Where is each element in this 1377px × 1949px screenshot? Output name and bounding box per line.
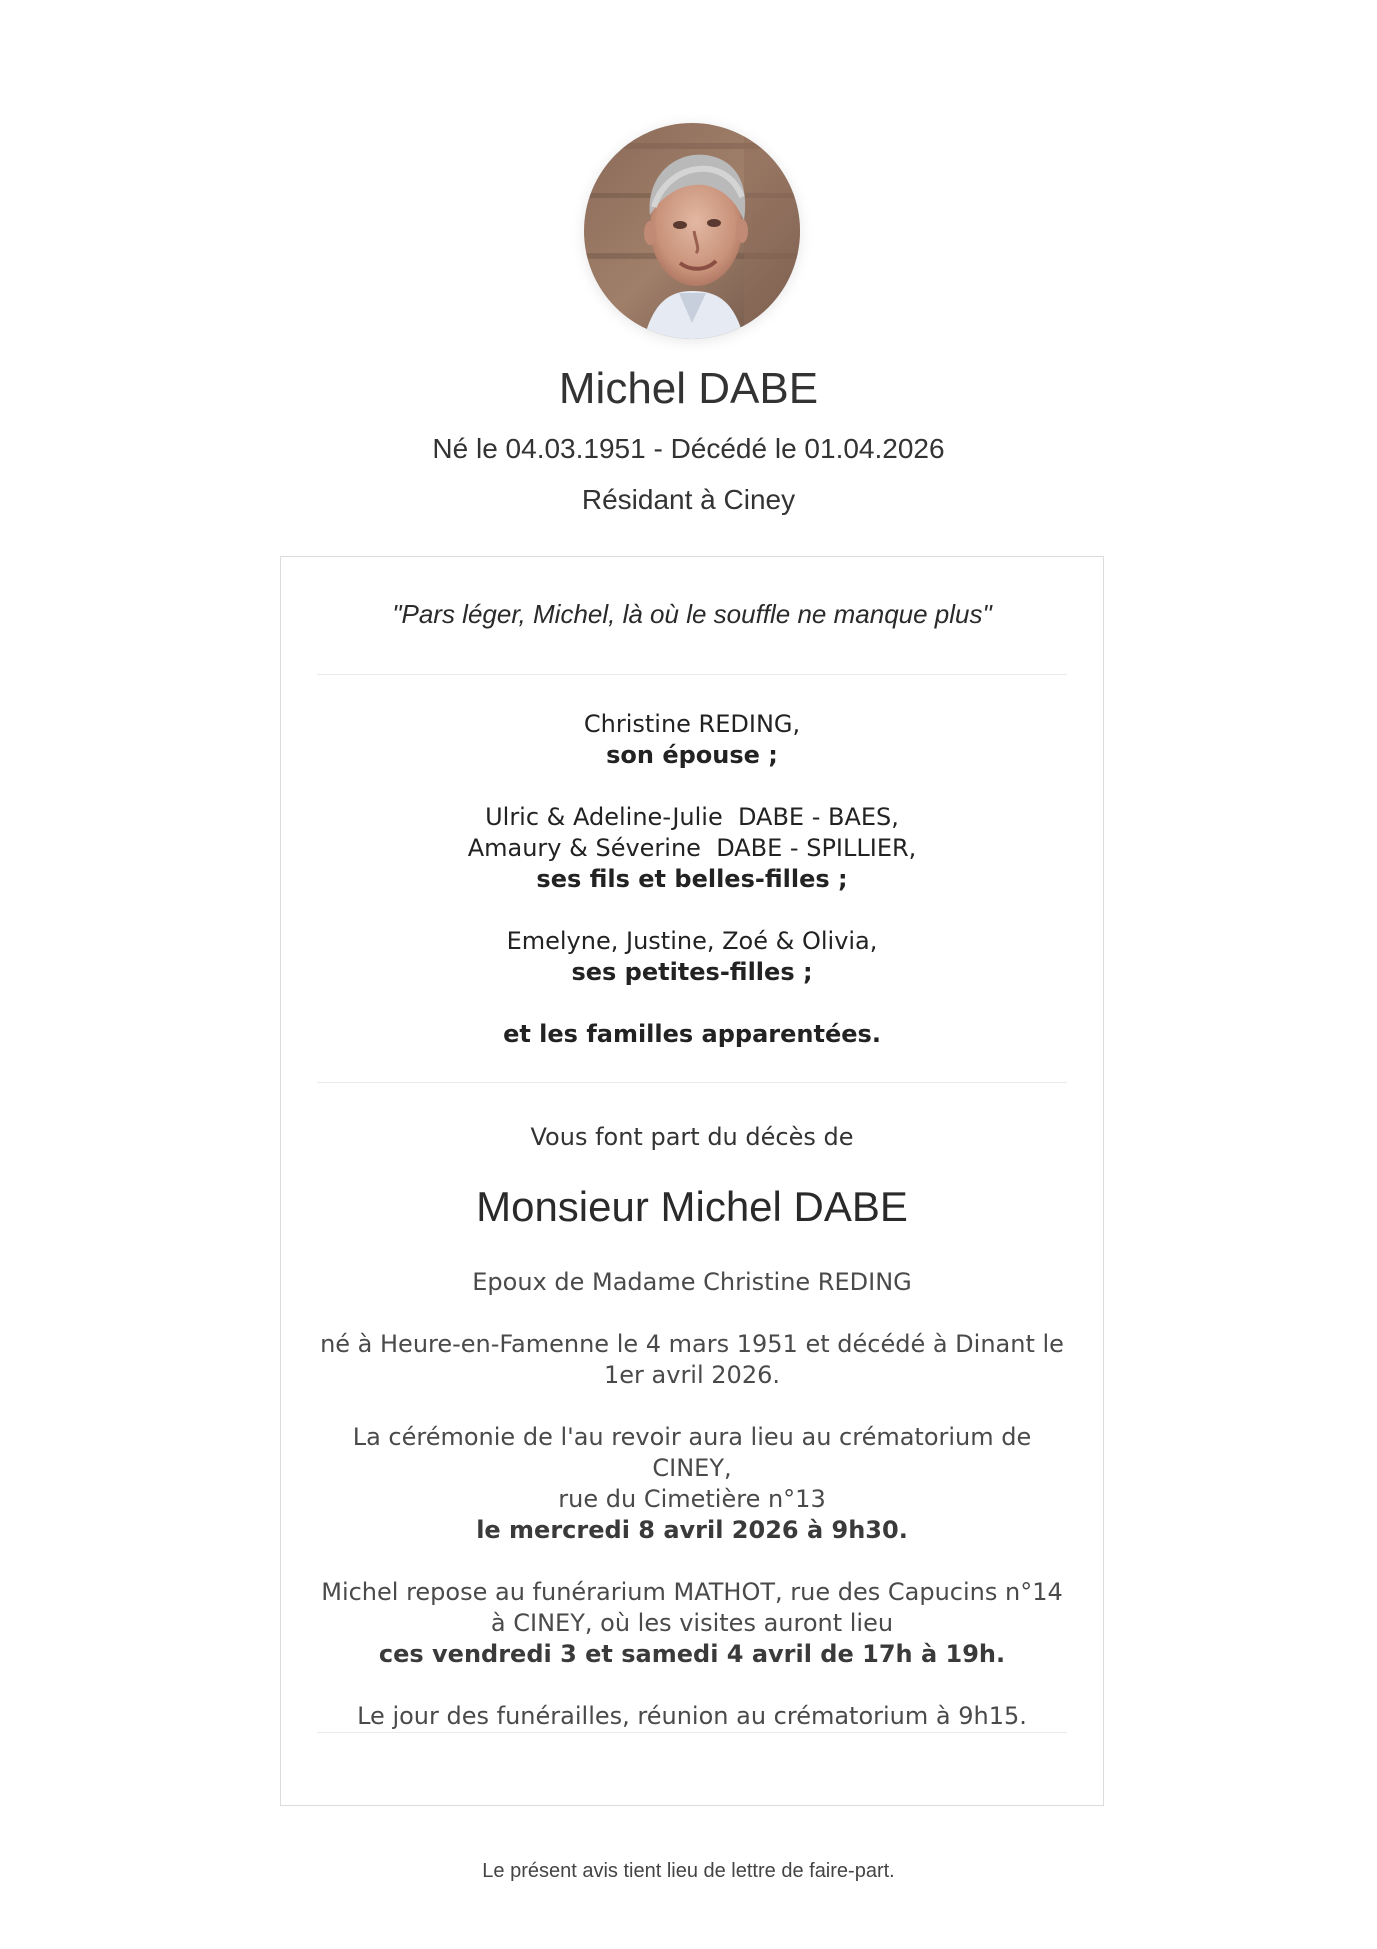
birth-death-text: né à Heure-en-Famenne le 4 mars 1951 et décédé à Dinant le 1er avril 2026. bbox=[320, 1330, 1064, 1389]
portrait-photo bbox=[584, 123, 800, 339]
spouse-relation: son épouse ; bbox=[606, 741, 778, 769]
portrait-image bbox=[584, 123, 800, 339]
spouse-group bbox=[281, 709, 1103, 771]
children-line-2: Amaury & Séverine DABE - SPILLIER, bbox=[467, 834, 917, 862]
obituary-card bbox=[280, 556, 1104, 1806]
grandchildren-group bbox=[281, 926, 1103, 988]
residence: Résidant à Ciney bbox=[581, 484, 796, 515]
family-list bbox=[281, 709, 1103, 1081]
ceremony-line-2: rue du Cimetière n°13 bbox=[558, 1485, 826, 1513]
visit-dates: ces vendredi 3 et samedi 4 avril de 17h à 19h. bbox=[378, 1640, 1006, 1668]
rest-line-1: Michel repose au funérarium MATHOT, rue des Capucins n°14 bbox=[321, 1578, 1063, 1606]
gathering-info: Le jour des funérailles, réunion au crématorium à 9h15. bbox=[357, 1702, 1027, 1730]
spouse-name: Christine REDING, bbox=[583, 710, 801, 738]
announcement: Vous font part du décès de bbox=[530, 1123, 854, 1151]
divider bbox=[317, 1732, 1067, 1733]
divider bbox=[317, 1082, 1067, 1083]
spouse-of: Epoux de Madame Christine REDING bbox=[472, 1268, 912, 1296]
children-relation: ses fils et belles-filles ; bbox=[536, 865, 848, 893]
children-line-1: Ulric & Adeline-Julie DABE - BAES, bbox=[485, 803, 899, 831]
footer-note: Le présent avis tient lieu de lettre de faire-part. bbox=[482, 1860, 895, 1882]
ceremony-date: le mercredi 8 avril 2026 à 9h30. bbox=[476, 1516, 908, 1544]
relatives-group bbox=[281, 1019, 1103, 1050]
quote: "Pars léger, Michel, là où le souffle ne manque plus" bbox=[392, 599, 992, 629]
ceremony-info bbox=[311, 1422, 1073, 1546]
full-name: Monsieur Michel DABE bbox=[476, 1183, 908, 1230]
relatives: et les familles apparentées. bbox=[503, 1020, 881, 1048]
rest-info bbox=[311, 1577, 1073, 1670]
grandchildren-relation: ses petites-filles ; bbox=[571, 958, 813, 986]
ceremony-line-1: La cérémonie de l'au revoir aura lieu au crématorium de CINEY, bbox=[352, 1423, 1032, 1482]
divider bbox=[317, 674, 1067, 675]
grandchildren-names: Emelyne, Justine, Zoé & Olivia, bbox=[506, 927, 878, 955]
children-group bbox=[281, 802, 1103, 895]
birth-death-dates: Né le 04.03.1951 - Décédé le 01.04.2026 bbox=[432, 433, 945, 464]
rest-line-2: à CINEY, où les visites auront lieu bbox=[490, 1609, 894, 1637]
funeral-details bbox=[311, 1267, 1073, 1763]
deceased-name: Michel DABE bbox=[558, 364, 819, 413]
